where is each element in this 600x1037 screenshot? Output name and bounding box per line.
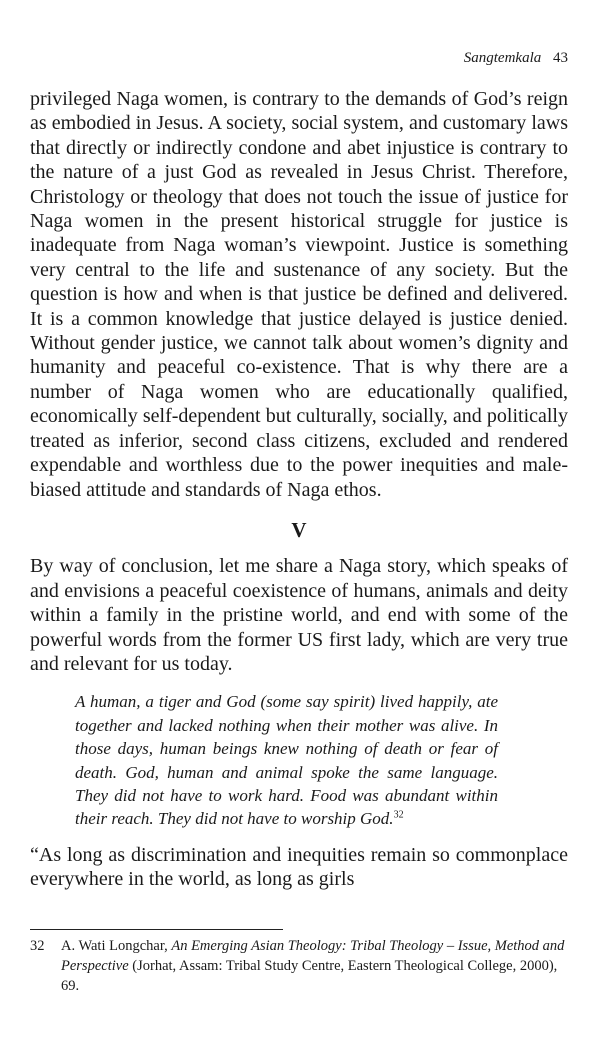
running-header xyxy=(464,50,568,67)
block-quote xyxy=(75,690,498,830)
footnote xyxy=(30,936,568,996)
footnote-text xyxy=(61,936,568,996)
page-number: 43 xyxy=(553,50,568,66)
footnote-book-title: An Emerging Asian Theology: Tribal Theology – Issue, Method and Perspective xyxy=(61,938,565,974)
section-heading: V xyxy=(291,517,307,542)
footnote-author: A. Wati Longchar, xyxy=(61,938,168,954)
footnote-publication: (Jorhat, Assam: Tribal Study Centre, Eastern Theological College, 2000), 69. xyxy=(61,958,558,994)
running-title: Sangtemkala xyxy=(463,50,542,66)
footnote-number: 32 xyxy=(30,938,45,954)
paragraph-conclusion: By way of conclusion, let me share a Naga story, which speaks of and envisions a peaceful coexistence of humans, animals and deity within a family in the pristine world, and end with some of the powerful words from the former US first lady, which are very true and relevant for us today. xyxy=(30,555,568,675)
paragraph-justice: privileged Naga women, is contrary to the demands of God’s reign as embodied in Jesus. A society, social system, and customary laws that directly or indirectly condone and abet injustice is contrary to the nature of a just God as revealed in Jesus Christ. Therefore, Christology or theology that does not touch the issue of justice for Naga women in the present historical struggle for justice is inadequate from Naga woman’s viewpoint. Justice is something very central to the life and sustenance of any society. But the question is how and when is that justice be defined and delivered. It is a common knowledge that justice delayed is justice denied. Without gender justice, we cannot talk about women’s dignity and humanity and peaceful co-existence. That is why there are a number of Naga women who are educationally qualified, economically self-dependent but culturally, socially, and politically treated as inferior, second class citizens, excluded and rendered expendable and worthless due to the power inequities and male-biased attitude and standards of Naga ethos. xyxy=(30,88,568,501)
paragraph-closing-quote: “As long as discrimination and inequities remain so commonplace everywhere in the world, as long as girls xyxy=(30,843,568,891)
footnote-reference: 32 xyxy=(393,809,404,821)
block-quote-text: A human, a tiger and God (some say spirit) lived happily, ate together and lacked nothing when their mother was alive. In those days, human beings knew nothing of death or fear of death. God, human and animal spoke the same language. They did not have to work hard. Food was abundant within their reach. They did not have to worship God. xyxy=(75,692,498,829)
main-text xyxy=(30,87,568,892)
footnote-divider xyxy=(30,929,283,930)
